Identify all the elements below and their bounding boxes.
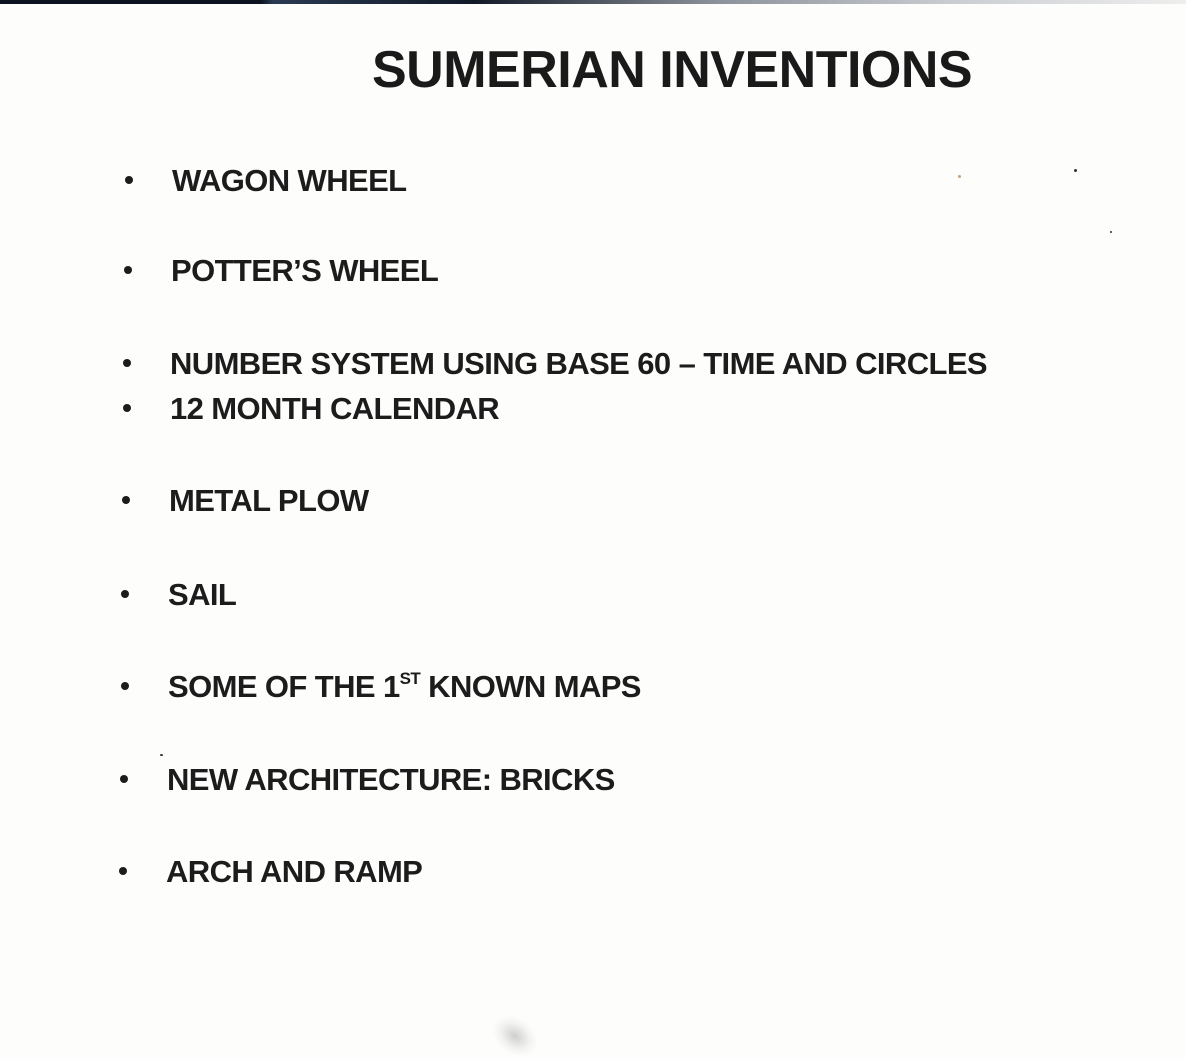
bullet-icon [124, 266, 132, 274]
scan-speck [958, 175, 961, 178]
bullet-icon [122, 496, 130, 504]
scan-smudge [484, 1007, 546, 1059]
list-item [170, 344, 987, 384]
list-item-text: 12 MONTH CALENDAR [170, 391, 500, 426]
bullet-icon [121, 590, 129, 598]
page-title: SUMERIAN INVENTIONS [372, 41, 973, 99]
bullet-icon [125, 176, 133, 184]
list-item-text: WAGON WHEEL [172, 163, 407, 198]
list-item-text: ARCH AND RAMP [166, 854, 423, 889]
list-item [167, 760, 615, 800]
list-item [169, 481, 369, 521]
list-item-text: SAIL [168, 577, 237, 612]
list-item-text-after: KNOWN MAPS [420, 669, 641, 704]
list-item-text: NUMBER SYSTEM USING BASE 60 – TIME AND CIRCLES [170, 346, 987, 381]
bullet-icon [120, 775, 128, 783]
list-item-superscript: ST [399, 669, 421, 688]
list-item-text-before: SOME OF THE 1 [168, 669, 400, 704]
scan-speck [1074, 169, 1077, 172]
list-item [168, 667, 641, 707]
scan-speck [1110, 231, 1112, 233]
list-item [170, 389, 499, 429]
list-item [172, 161, 407, 201]
bullet-icon [121, 682, 129, 690]
list-item [171, 251, 438, 291]
bullet-icon [123, 359, 131, 367]
list-item-text: METAL PLOW [169, 483, 369, 518]
list-item-text: POTTER’S WHEEL [171, 253, 439, 288]
bullet-icon [123, 404, 131, 412]
scan-speck [160, 754, 163, 756]
bullet-icon [119, 867, 127, 875]
list-item-text: NEW ARCHITECTURE: BRICKS [167, 762, 615, 797]
scanner-edge [0, 0, 1186, 4]
list-item [166, 852, 422, 892]
list-item [168, 575, 236, 615]
